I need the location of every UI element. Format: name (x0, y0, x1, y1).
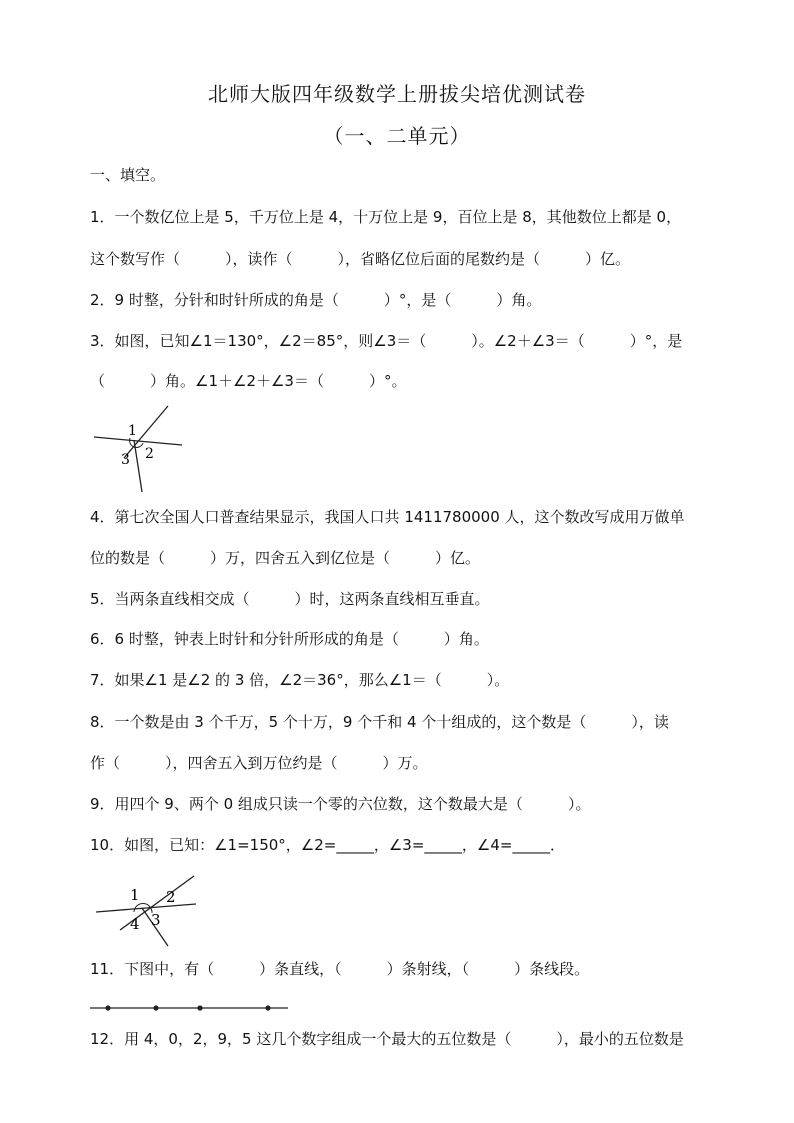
question-line: 位的数是（ ）万，四舍五入到亿位是（ ）亿。 (90, 549, 481, 567)
question-line: 1．一个数亿位上是 5，千万位上是 4，十万位上是 9，百位上是 8，其他数位上都是 0， (90, 208, 682, 226)
angle-figure-1 (88, 402, 188, 494)
angle-label: 4 (130, 915, 140, 933)
page-subtitle: （一、二单元） (323, 124, 471, 148)
question-line: 11．下图中，有（ ）条直线，（ ）条射线，（ ）条线段。 (90, 960, 590, 978)
angle-label: 1 (130, 886, 140, 904)
question-line: 10．如图，已知：∠1=150°，∠2=_____，∠3=_____，∠4=_____． (90, 836, 565, 854)
question-line: 9．用四个 9、两个 0 组成只读一个零的六位数，这个数最大是（ ）。 (90, 795, 591, 813)
question-line: 6．6 时整，钟表上时针和分针所形成的角是（ ）角。 (90, 630, 489, 648)
angle-label: 3 (121, 452, 130, 468)
angle-label: 3 (151, 911, 161, 929)
question-line: （ ）角。∠1＋∠2＋∠3＝（ ）°。 (90, 372, 407, 390)
point-dot (265, 1005, 270, 1010)
question-line: 3．如图，已知∠1＝130°，∠2＝85°，则∠3＝（ ）。∠2＋∠3＝（ ）°，是 (90, 332, 683, 350)
question-line: 2．9 时整，分针和时针所成的角是（ ）°，是（ ）角。 (90, 291, 542, 309)
question-line: 8．一个数是由 3 个千万，5 个十万，9 个千和 4 个十组成的，这个数是（ ），读 (90, 713, 669, 731)
question-line: 7．如果∠1 是∠2 的 3 倍，∠2＝36°，那么∠1＝（ ）。 (90, 671, 510, 689)
point-dot (197, 1005, 202, 1010)
angle-label: 2 (166, 888, 176, 906)
angle-label: 2 (145, 446, 154, 462)
point-dot (105, 1005, 110, 1010)
page-title: 北师大版四年级数学上册拔尖培优测试卷 (208, 82, 586, 106)
question-line: 5．当两条直线相交成（ ）时，这两条直线相互垂直。 (90, 590, 490, 608)
line-segment-figure (88, 1000, 290, 1016)
section-heading: 一、填空。 (90, 166, 166, 184)
question-line: 12．用 4，0，2，9，5 这几个数字组成一个最大的五位数是（ ），最小的五位数是 (90, 1030, 684, 1048)
question-line: 4．第七次全国人口普查结果显示，我国人口共 1411780000 人，这个数改写成用万做单 (90, 508, 685, 526)
question-line: 这个数写作（ ），读作（ ），省略亿位后面的尾数约是（ ）亿。 (90, 250, 631, 268)
point-dot (153, 1005, 158, 1010)
question-line: 作（ ），四舍五入到万位约是（ ）万。 (90, 754, 428, 772)
angle-label: 1 (128, 423, 137, 439)
angle-figure-2 (92, 868, 198, 948)
